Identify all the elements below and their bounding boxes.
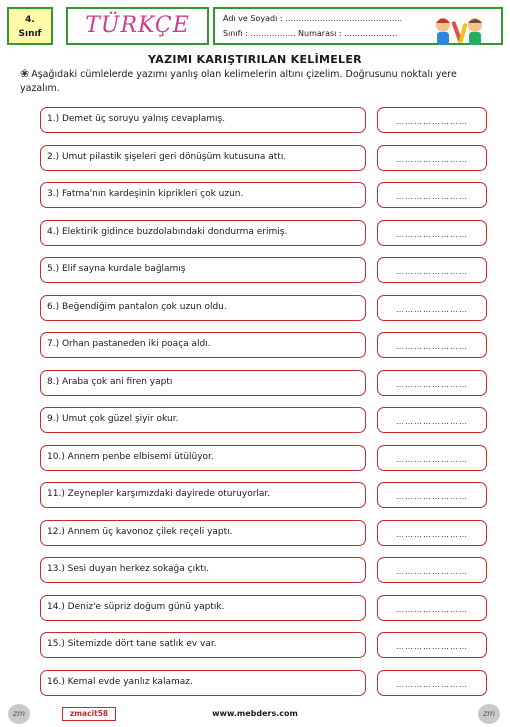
sentence-box: 15.) Sitemizde dört tane satlık ev var.	[40, 632, 366, 658]
name-field[interactable]: Adı ve Soyadı : ……………………………………..	[223, 14, 403, 23]
author-code: zmacit58	[62, 707, 116, 721]
subject-title: TÜRKÇE	[85, 13, 190, 38]
sentence-box: 12.) Annem üç kavonoz çilek reçeli yaptı.	[40, 520, 366, 546]
answer-field[interactable]: ……………………	[377, 332, 487, 358]
answer-field[interactable]: ……………………	[377, 145, 487, 171]
exercise-row	[40, 482, 487, 508]
exercise-row	[40, 220, 487, 246]
answer-field[interactable]: ……………………	[377, 595, 487, 621]
instruction-label: Aşağıdaki cümlelerde yazımı yanlış olan kelimelerin altını çizelim. Doğrusunu noktalı yere yazalım.	[20, 69, 457, 94]
exercise-row	[40, 407, 487, 433]
grade-number: 4.	[25, 15, 35, 25]
answer-field[interactable]: ……………………	[377, 220, 487, 246]
answer-field[interactable]: ……………………	[377, 670, 487, 696]
exercise-row	[40, 332, 487, 358]
answer-field[interactable]: ……………………	[377, 182, 487, 208]
exercise-row	[40, 520, 487, 546]
exercise-row	[40, 595, 487, 621]
sentence-box: 10.) Annem penbe elbisemi ütülüyor.	[40, 445, 366, 471]
sentence-box: 1.) Demet üç soruyu yalnış cevaplamış.	[40, 107, 366, 133]
sentence-box: 7.) Orhan pastaneden iki poaça aldı.	[40, 332, 366, 358]
flower-bullet-icon: ❀	[20, 67, 30, 80]
sentence-box: 8.) Araba çok ani firen yaptı	[40, 370, 366, 396]
sentence-box: 3.) Fatma'nın kardeşinin kiprikleri çok uzun.	[40, 182, 366, 208]
answer-field[interactable]: ……………………	[377, 257, 487, 283]
answer-field[interactable]: ……………………	[377, 107, 487, 133]
answer-field[interactable]: ……………………	[377, 370, 487, 396]
grade-label: Sınıf	[18, 29, 42, 39]
exercise-row	[40, 107, 487, 133]
sentence-box: 6.) Beğendiğim pantalon çok uzun oldu.	[40, 295, 366, 321]
exercise-row	[40, 557, 487, 583]
exercise-row	[40, 670, 487, 696]
logo-left-icon: zm	[8, 704, 30, 724]
grade-box	[7, 7, 53, 45]
exercise-row	[40, 145, 487, 171]
sentence-box: 13.) Sesi duyan herkez sokağa çıktı.	[40, 557, 366, 583]
exercise-row	[40, 182, 487, 208]
sentence-box: 16.) Kemal evde yanlız kalamaz.	[40, 670, 366, 696]
answer-field[interactable]: ……………………	[377, 520, 487, 546]
website-link[interactable]: www.mebders.com	[212, 709, 298, 718]
student-info-box	[213, 7, 503, 45]
exercise-row	[40, 257, 487, 283]
exercise-row	[40, 445, 487, 471]
exercise-row	[40, 295, 487, 321]
answer-field[interactable]: ……………………	[377, 295, 487, 321]
exercise-row	[40, 632, 487, 658]
answer-field[interactable]: ……………………	[377, 632, 487, 658]
instruction-text	[20, 67, 490, 96]
sentence-box: 5.) Elif sayna kurdale bağlamış	[40, 257, 366, 283]
exercise-row	[40, 370, 487, 396]
children-illustration-icon	[425, 13, 495, 49]
answer-field[interactable]: ……………………	[377, 445, 487, 471]
subject-box	[66, 7, 209, 45]
sentence-box: 9.) Umut çok güzel şiyir okur.	[40, 407, 366, 433]
sentence-box: 4.) Elektirik gidince buzdolabındaki dondurma erimiş.	[40, 220, 366, 246]
sentence-box: 2.) Umut pilastik şişeleri geri dönüşüm kutusuna attı.	[40, 145, 366, 171]
answer-field[interactable]: ……………………	[377, 557, 487, 583]
sentence-box: 11.) Zeynepler karşımızdaki dayirede oturuyorlar.	[40, 482, 366, 508]
answer-field[interactable]: ……………………	[377, 482, 487, 508]
answer-field[interactable]: ……………………	[377, 407, 487, 433]
class-number-field[interactable]: Sınıfı : …………….. Numarası : ………………..	[223, 29, 398, 38]
sentence-box: 14.) Deniz'e süpriz doğum günü yaptık.	[40, 595, 366, 621]
page-title: YAZIMI KARIŞTIRILAN KELİMELER	[148, 53, 362, 66]
logo-right-icon: zm	[478, 704, 500, 724]
